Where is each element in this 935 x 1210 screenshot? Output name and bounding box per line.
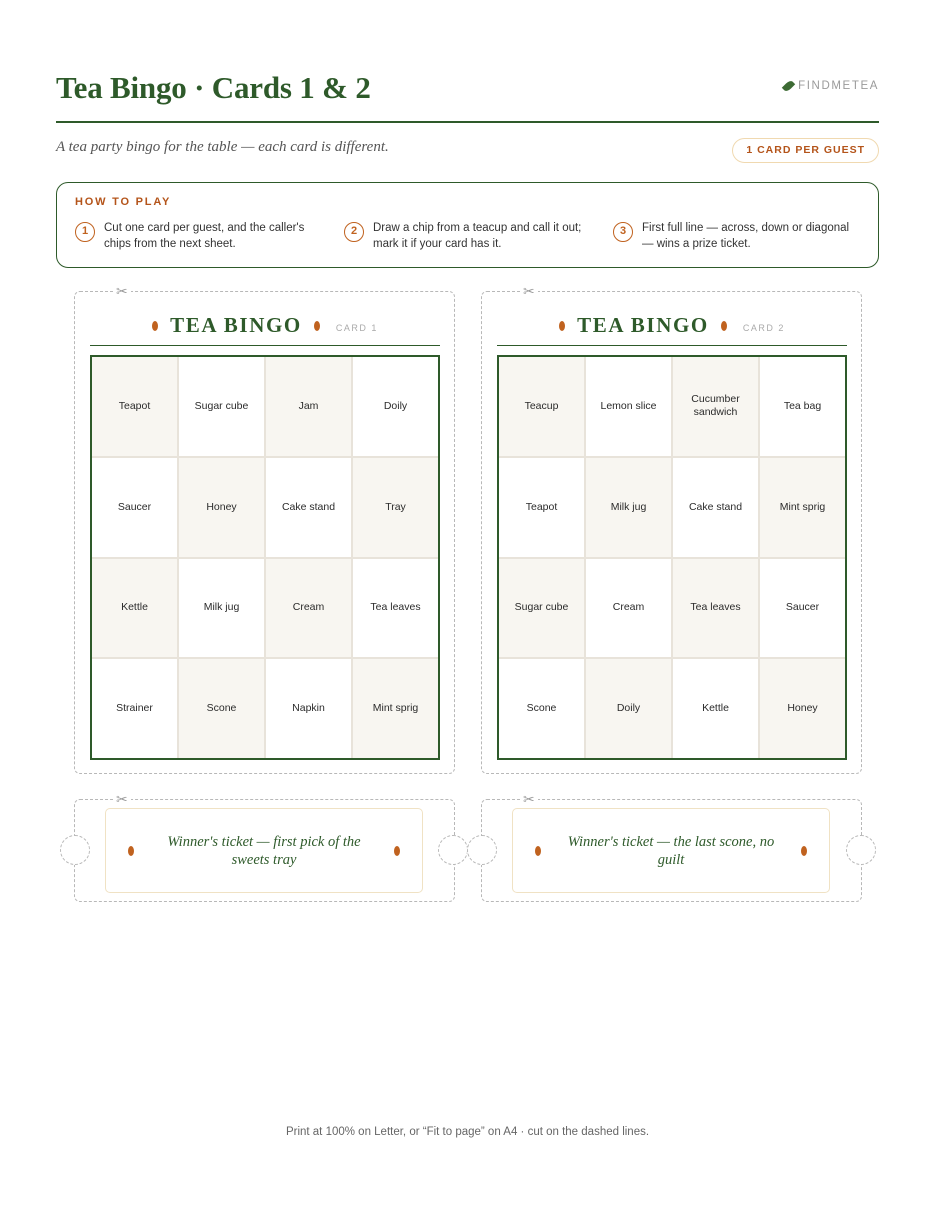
bingo-cell[interactable]: Saucer [92,458,177,557]
step-3 [613,220,853,252]
leaf-icon [394,846,400,856]
leaf-icon [801,846,807,856]
punch-hole [846,835,876,865]
bingo-cell[interactable]: Mint sprig [353,659,438,758]
punch-hole [438,835,468,865]
step-1 [75,220,315,252]
bingo-cell[interactable]: Tea leaves [673,559,758,658]
bingo-card-1 [74,283,455,774]
bingo-cell[interactable]: Mint sprig [760,458,845,557]
bingo-cell[interactable]: Saucer [760,559,845,658]
card-header [90,306,440,346]
scissors-icon: ✂ [520,790,538,808]
ticket-text: Winner's ticket — the last scone, no guilt [567,833,775,868]
bingo-cell[interactable]: Kettle [673,659,758,758]
brand-name: FINDMETEA [798,80,879,92]
scissors-icon: ✂ [113,282,131,300]
punch-hole [467,835,497,865]
scissors-icon: ✂ [113,790,131,808]
bingo-cell[interactable]: Cake stand [266,458,351,557]
bingo-cell[interactable]: Cream [266,559,351,658]
brand [785,80,879,92]
leaf-icon [782,79,795,92]
bingo-cell[interactable]: Cream [586,559,671,658]
winner-ticket-1 [74,791,455,902]
bingo-cell[interactable]: Sugar cube [179,357,264,456]
punch-hole [60,835,90,865]
bingo-cell[interactable]: Sugar cube [499,559,584,658]
bingo-cell[interactable]: Kettle [92,559,177,658]
bingo-cell[interactable]: Scone [179,659,264,758]
bingo-cell[interactable]: Teapot [499,458,584,557]
ticket-body [512,808,830,893]
subtitle: A tea party bingo for the table — each card is different. [56,139,389,155]
leaf-icon [152,321,158,331]
step-text: Draw a chip from a teacup and call it out; mark it if your card has it. [373,222,582,250]
bingo-cell[interactable]: Milk jug [586,458,671,557]
bingo-cell[interactable]: Tea bag [760,357,845,456]
how-to-play-title: HOW TO PLAY [75,196,172,208]
leaf-icon [128,846,134,856]
step-number: 2 [344,222,364,242]
bingo-cell[interactable]: Strainer [92,659,177,758]
step-number: 1 [75,222,95,242]
card-number: CARD 1 [335,322,378,333]
guest-count-badge: 1 CARD PER GUEST [732,138,879,163]
bingo-cell[interactable]: Tea leaves [353,559,438,658]
bingo-cell[interactable]: Honey [760,659,845,758]
bingo-cell[interactable]: Doily [586,659,671,758]
leaf-icon [721,321,727,331]
print-instructions: Print at 100% on Letter, or “Fit to page” on A4 · cut on the dashed lines. [285,1126,650,1138]
ticket-text: Winner's ticket — first pick of the sweets tray [167,833,361,868]
bingo-cell[interactable]: Cucumber sandwich [673,357,758,456]
bingo-cell[interactable]: Tray [353,458,438,557]
card-header [497,306,847,346]
page-title: Tea Bingo · Cards 1 & 2 [56,70,371,105]
bingo-card-2 [481,283,862,774]
bingo-cell[interactable]: Milk jug [179,559,264,658]
bingo-grid [90,355,440,760]
step-text: First full line — across, down or diagonal — wins a prize ticket. [642,222,850,250]
step-text: Cut one card per guest, and the caller's chips from the next sheet. [104,222,305,250]
bingo-grid [497,355,847,760]
bingo-cell[interactable]: Cake stand [673,458,758,557]
ticket-body [105,808,423,893]
card-number: CARD 2 [742,322,785,333]
bingo-cell[interactable]: Napkin [266,659,351,758]
winner-ticket-2 [481,791,862,902]
card-title: TEA BINGO [170,313,302,337]
scissors-icon: ✂ [520,282,538,300]
leaf-icon [535,846,541,856]
bingo-cell[interactable]: Doily [353,357,438,456]
bingo-cell[interactable]: Jam [266,357,351,456]
step-number: 3 [613,222,633,242]
card-title: TEA BINGO [577,313,709,337]
bingo-cell[interactable]: Honey [179,458,264,557]
leaf-icon [559,321,565,331]
leaf-icon [314,321,320,331]
page-header [56,68,879,123]
step-2 [344,220,584,252]
bingo-cell[interactable]: Lemon slice [586,357,671,456]
how-to-play-box [56,182,879,268]
bingo-cell[interactable]: Scone [499,659,584,758]
bingo-cell[interactable]: Teapot [92,357,177,456]
bingo-cell[interactable]: Teacup [499,357,584,456]
